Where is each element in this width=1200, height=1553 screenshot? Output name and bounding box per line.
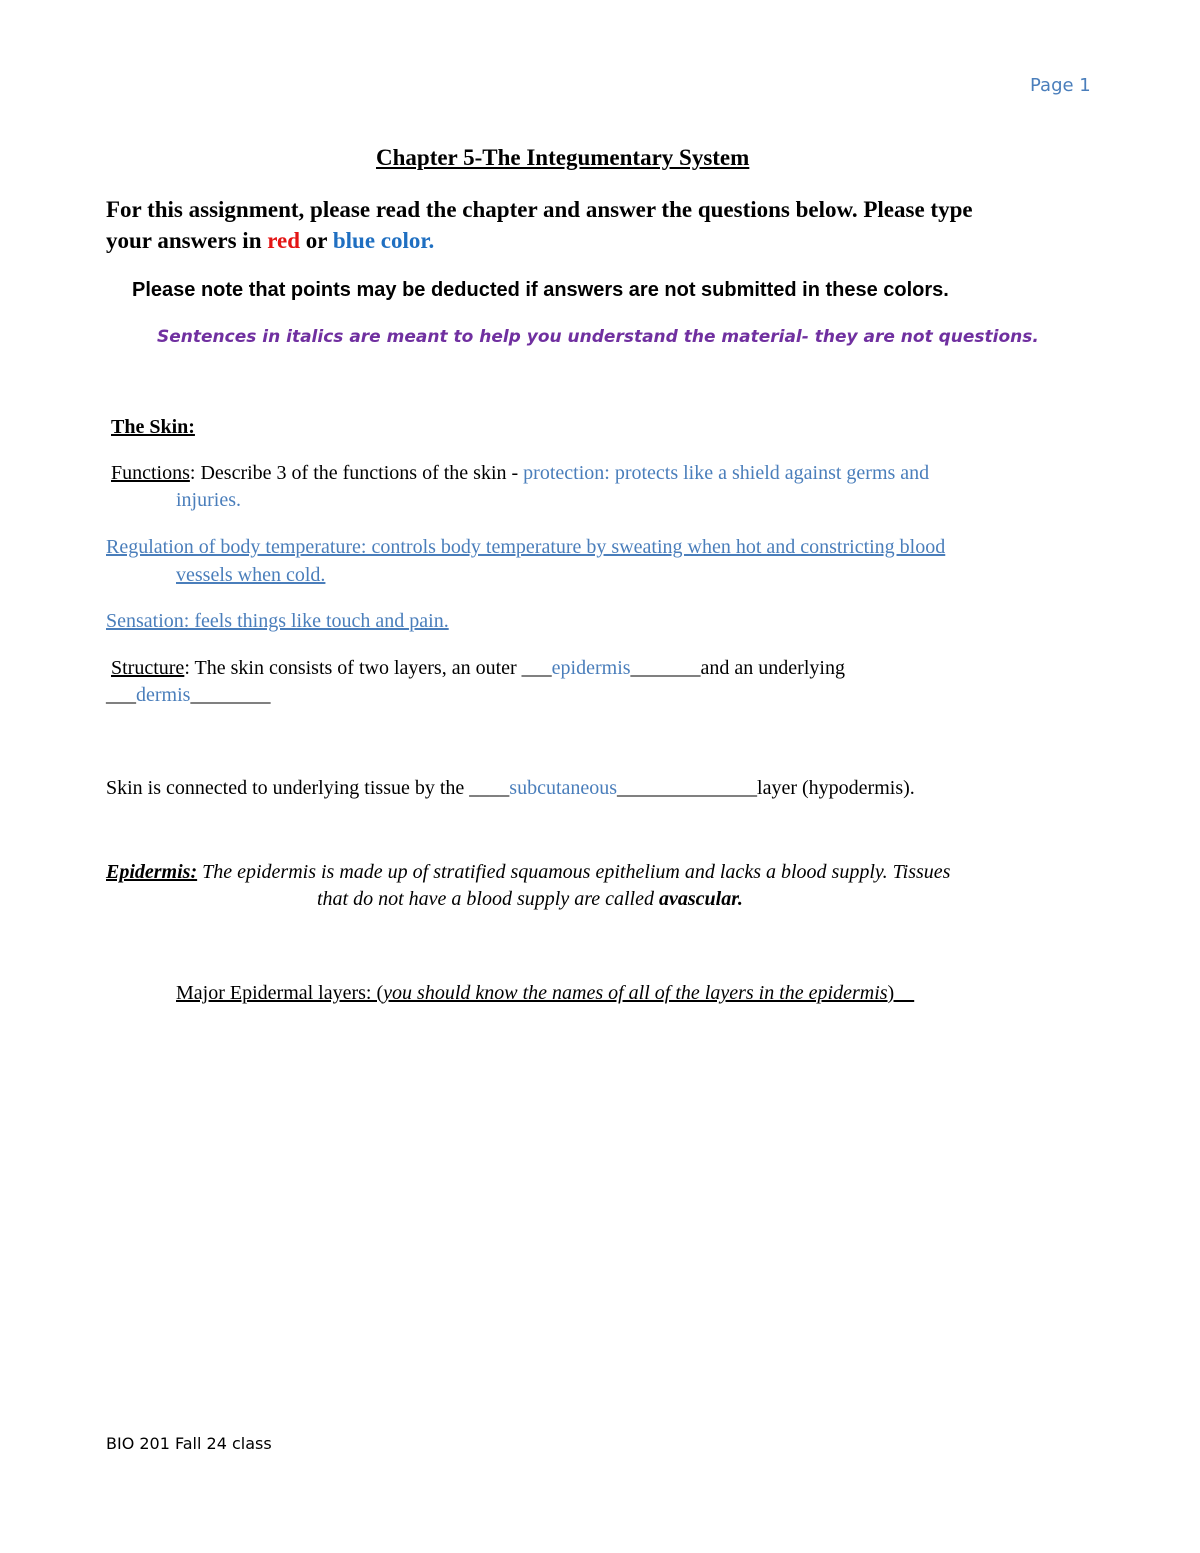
color-note: Please note that points may be deducted if answers are not submitted in these colors. <box>132 279 949 301</box>
layers-end: ) <box>887 982 915 1004</box>
connect-line <box>106 777 915 800</box>
page-number: Page 1 <box>1030 75 1091 96</box>
epidermis-label: Epidermis: <box>106 861 198 883</box>
italics-tip: Sentences in italics are meant to help you understand the material- they are not questions. <box>157 327 1039 347</box>
connect-prompt: Skin is connected to underlying tissue by the ____ <box>106 777 510 799</box>
or-word: or <box>300 228 333 253</box>
answer-protection: protection: protects like a shield against germs and <box>523 462 930 484</box>
answer-dermis: dermis <box>136 684 191 706</box>
layers-label: Major Epidermal layers: ( <box>176 982 384 1004</box>
epidermis-line-2 <box>317 888 743 911</box>
answer-regulation-cont: vessels when cold. <box>176 564 326 586</box>
structure-prompt: : The skin consists of two layers, an outer ___ <box>184 657 552 679</box>
structure-mid: _______and an underlying <box>630 657 845 679</box>
answer-sensation: Sensation: feels things like touch and pain. <box>106 610 449 632</box>
red-word: red <box>267 228 301 253</box>
answer-subcutaneous: subcutaneous <box>509 777 618 799</box>
functions-prompt: : Describe 3 of the functions of the skin - <box>189 462 524 484</box>
structure-label: Structure <box>111 657 185 679</box>
major-layers-heading <box>176 982 914 1005</box>
intro-line-1: For this assignment, please read the chapter and answer the questions below. Please type <box>106 197 973 222</box>
structure-line <box>106 657 845 680</box>
functions-line <box>111 462 929 485</box>
functions-label: Functions <box>111 462 190 484</box>
epidermis-line-1 <box>106 861 950 884</box>
answer-epidermis: epidermis <box>551 657 631 679</box>
structure-line-2 <box>106 684 270 707</box>
connect-post: ______________layer (hypodermis). <box>617 777 915 799</box>
blue-words: blue color. <box>332 228 435 253</box>
intro-line-2 <box>106 228 434 254</box>
blank-post: ________ <box>190 684 271 706</box>
epidermis-text-2: that do not have a blood supply are called <box>317 888 659 910</box>
avascular-term: avascular. <box>658 888 743 910</box>
layers-italic: you should know the names of all of the layers in the epidermis <box>383 982 888 1004</box>
footer-text: BIO 201 Fall 24 class <box>106 1434 272 1453</box>
blank-pre: ___ <box>106 684 136 706</box>
answer-protection-cont: injuries. <box>176 489 241 511</box>
answer-regulation: Regulation of body temperature: controls body temperature by sweating when hot and constricting blood <box>106 536 946 558</box>
intro-prefix: your answers in <box>106 228 268 253</box>
epidermis-text: The epidermis is made up of stratified squamous epithelium and lacks a blood supply. Tissues <box>197 861 951 883</box>
page-title: Chapter 5-The Integumentary System <box>376 145 750 170</box>
skin-heading: The Skin: <box>111 416 195 438</box>
